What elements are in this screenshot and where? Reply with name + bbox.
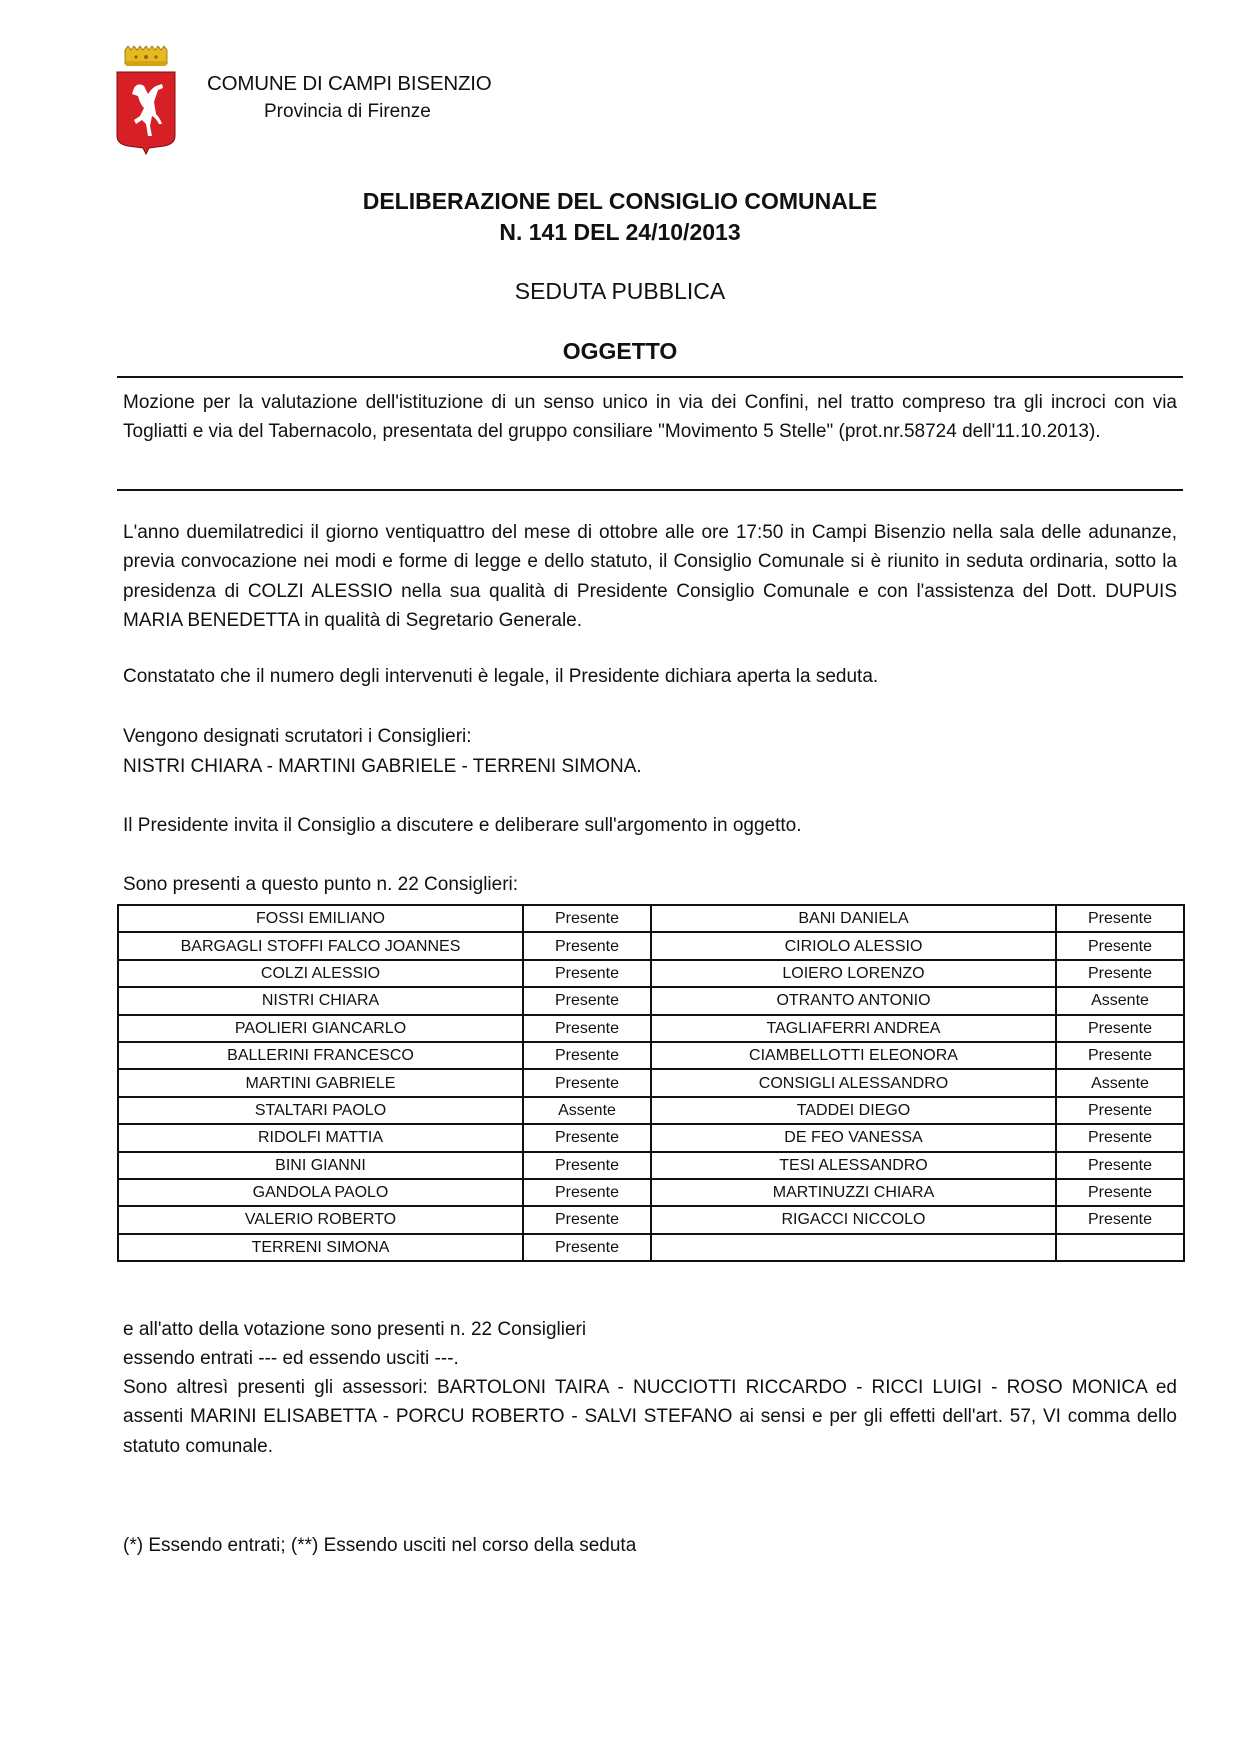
coat-of-arms-icon <box>116 44 176 156</box>
attendance-status: Presente <box>523 932 651 959</box>
assessors-paragraph: Sono altresì presenti gli assessori: BARTOLONI TAIRA - NUCCIOTTI RICCARDO - RICCI LUIGI - ROSO MONICA ed assenti MARINI ELISABETTA - PORCU ROBERTO - SALVI STEFANO ai sensi e per gli effetti dell'art. 57, VI comma dello statuto comunale. <box>123 1377 1177 1457</box>
councillor-name: OTRANTO ANTONIO <box>651 987 1056 1014</box>
councillor-name: MARTINUZZI CHIARA <box>651 1179 1056 1206</box>
attendance-status: Presente <box>523 1042 651 1069</box>
councillor-name: FOSSI EMILIANO <box>118 905 523 932</box>
councillor-name: LOIERO LORENZO <box>651 960 1056 987</box>
attendance-status: Assente <box>523 1097 651 1124</box>
table-row <box>118 1234 1184 1261</box>
attendance-status: Presente <box>523 905 651 932</box>
subject-top-rule <box>117 376 1183 378</box>
subject-label: OGGETTO <box>562 338 678 364</box>
councillor-name <box>651 1234 1056 1261</box>
attendance-status: Presente <box>1056 1206 1184 1233</box>
table-row <box>118 1069 1184 1096</box>
attendance-status: Presente <box>1056 905 1184 932</box>
table-row <box>118 1124 1184 1151</box>
councillor-name: COLZI ALESSIO <box>118 960 523 987</box>
councillor-name: BINI GIANNI <box>118 1152 523 1179</box>
subject-bottom-rule <box>117 489 1183 491</box>
councillor-name: TERRENI SIMONA <box>118 1234 523 1261</box>
table-row <box>118 1097 1184 1124</box>
attendance-status: Presente <box>1056 1015 1184 1042</box>
councillor-name: BALLERINI FRANCESCO <box>118 1042 523 1069</box>
vote-present-count: e all'atto della votazione sono presenti n. 22 Consiglieri <box>123 1319 587 1340</box>
councillor-name: BARGAGLI STOFFI FALCO JOANNES <box>118 932 523 959</box>
councillor-name: CONSIGLI ALESSANDRO <box>651 1069 1056 1096</box>
attendance-status: Presente <box>1056 932 1184 959</box>
attendance-status: Presente <box>1056 1097 1184 1124</box>
councillor-name: TADDEI DIEGO <box>651 1097 1056 1124</box>
attendance-status: Presente <box>1056 960 1184 987</box>
attendance-status: Presente <box>523 1179 651 1206</box>
attendance-status: Presente <box>523 1152 651 1179</box>
province-name: Provincia di Firenze <box>264 101 431 122</box>
attendance-status: Presente <box>523 1124 651 1151</box>
scrutineers-intro: Vengono designati scrutatori i Consiglieri: <box>123 726 472 747</box>
councillor-name: BANI DANIELA <box>651 905 1056 932</box>
councillor-name: MARTINI GABRIELE <box>118 1069 523 1096</box>
table-row <box>118 932 1184 959</box>
attendance-status <box>1056 1234 1184 1261</box>
attendance-status: Presente <box>523 1234 651 1261</box>
table-row <box>118 1206 1184 1233</box>
attendance-status: Presente <box>523 960 651 987</box>
table-row <box>118 905 1184 932</box>
councillor-name: STALTARI PAOLO <box>118 1097 523 1124</box>
councillor-name: DE FEO VANESSA <box>651 1124 1056 1151</box>
councillor-name: RIGACCI NICCOLO <box>651 1206 1056 1233</box>
president-invitation: Il Presidente invita il Consiglio a discutere e deliberare sull'argomento in oggetto. <box>123 815 802 836</box>
entered-exited-note: essendo entrati --- ed essendo usciti ---. <box>123 1348 459 1369</box>
councillor-name: TESI ALESSANDRO <box>651 1152 1056 1179</box>
attendance-status: Presente <box>523 1069 651 1096</box>
quorum-statement: Constatato che il numero degli intervenuti è legale, il Presidente dichiara aperta la seduta. <box>123 666 879 687</box>
session-type: SEDUTA PUBBLICA <box>514 278 726 304</box>
attendance-table <box>117 904 1185 1262</box>
attendance-status: Presente <box>523 1206 651 1233</box>
attendance-status: Presente <box>1056 1042 1184 1069</box>
councillor-name: GANDOLA PAOLO <box>118 1179 523 1206</box>
deliberation-number-date: N. 141 DEL 24/10/2013 <box>499 219 741 245</box>
attendance-status: Presente <box>1056 1124 1184 1151</box>
councillor-name: PAOLIERI GIANCARLO <box>118 1015 523 1042</box>
attendance-status: Assente <box>1056 987 1184 1014</box>
municipality-name: COMUNE DI CAMPI BISENZIO <box>207 72 492 95</box>
present-councillors-intro: Sono presenti a questo punto n. 22 Consiglieri: <box>123 874 519 895</box>
scrutineers-names: NISTRI CHIARA - MARTINI GABRIELE - TERRENI SIMONA. <box>123 756 642 777</box>
attendance-status: Assente <box>1056 1069 1184 1096</box>
councillor-name: NISTRI CHIARA <box>118 987 523 1014</box>
attendance-status: Presente <box>1056 1152 1184 1179</box>
table-row <box>118 960 1184 987</box>
table-row <box>118 1042 1184 1069</box>
attendance-status: Presente <box>1056 1179 1184 1206</box>
councillor-name: RIDOLFI MATTIA <box>118 1124 523 1151</box>
table-row <box>118 1152 1184 1179</box>
table-row <box>118 987 1184 1014</box>
attendance-status: Presente <box>523 987 651 1014</box>
deliberation-title: DELIBERAZIONE DEL CONSIGLIO COMUNALE <box>362 188 878 214</box>
coat-of-arms-logo <box>116 44 176 156</box>
councillor-name: CIAMBELLOTTI ELEONORA <box>651 1042 1056 1069</box>
councillor-name: VALERIO ROBERTO <box>118 1206 523 1233</box>
table-row <box>118 1179 1184 1206</box>
councillor-name: TAGLIAFERRI ANDREA <box>651 1015 1056 1042</box>
subject-text: Mozione per la valutazione dell'istituzione di un senso unico in via dei Confini, nel tratto compreso tra gli incroci con via Togliatti e via del Tabernacolo, presentata del gruppo consiliare "Movimento 5 Stelle" (prot.nr.58724 dell'11.10.2013). <box>123 392 1177 443</box>
opening-paragraph: L'anno duemilatredici il giorno ventiquattro del mese di ottobre alle ore 17:50 in Campi Bisenzio nella sala delle adunanze, previa convocazione nei modi e forme di legge e dello statuto, il Consiglio Comunale si è riunito in seduta ordinaria, sotto la presidenza di COLZI ALESSIO nella sua qualità di Presidente Consiglio Comunale e con l'assistenza del Dott. DUPUIS MARIA BENEDETTA in qualità di Segretario Generale. <box>123 522 1177 631</box>
attendance-status: Presente <box>523 1015 651 1042</box>
table-row <box>118 1015 1184 1042</box>
councillor-name: CIRIOLO ALESSIO <box>651 932 1056 959</box>
footnote: (*) Essendo entrati; (**) Essendo usciti nel corso della seduta <box>123 1535 637 1556</box>
